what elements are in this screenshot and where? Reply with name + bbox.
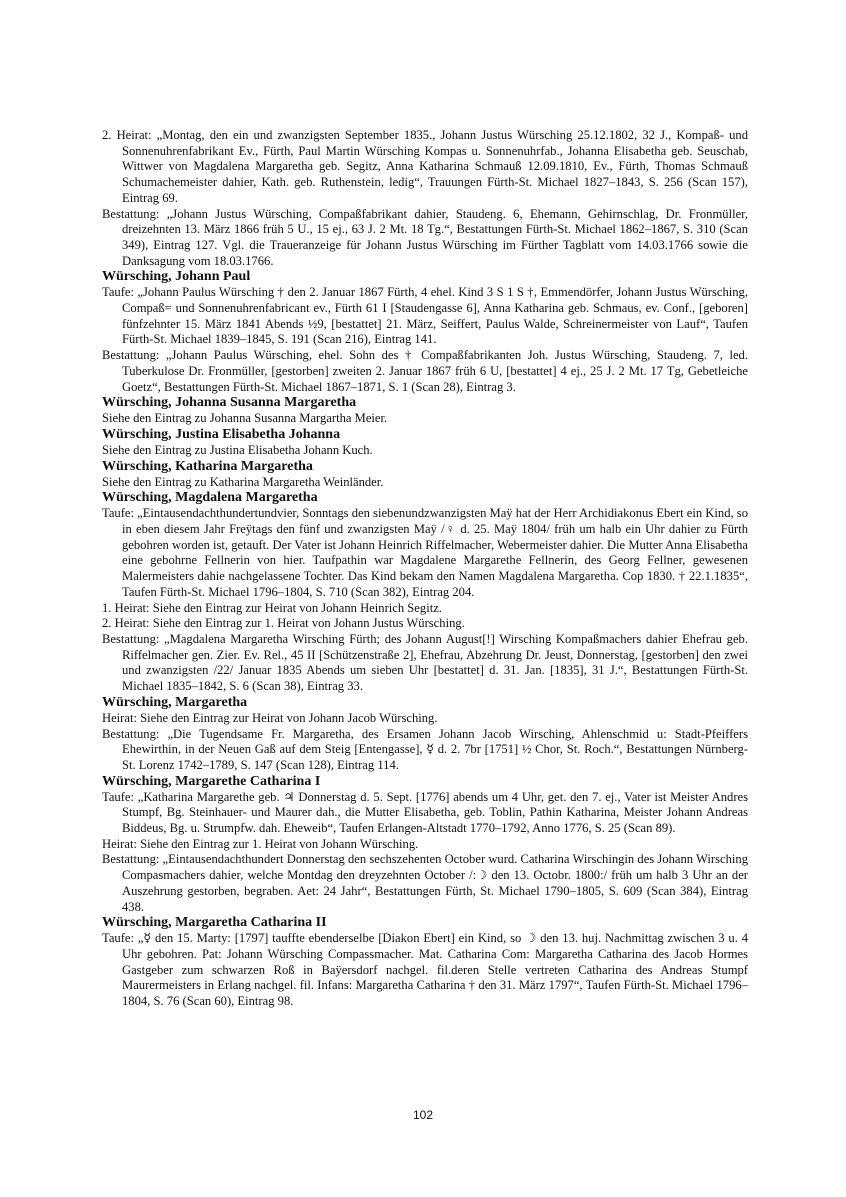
entry-paragraph: Siehe den Eintrag zu Katharina Margaretha Weinländer. [102,474,384,489]
entry-paragraph: Siehe den Eintrag zu Justina Elisabetha Johann Kuch. [102,442,373,457]
entry-paragraph: Bestattung: „Johann Justus Würsching, Compaßfabrikant dahier, Staudeng. 6, Ehemann, Gehirnschlag, Dr. Fronmüller, dreizehnten 13. März 1866 früh 5 U., 15 ej., 63 J. 2 Mt. 18 Tg.“, Bestattungen Fürth-St. Michael 1862–1867, S. 310 (Scan 349), Eintrag 127. Vgl. die Traueranzeige für Johann Justus Würsching im Fürther Tagblatt vom 14.03.1766 sowie die Danksagung vom 18.03.1766. [102,206,748,268]
entry-paragraph: Heirat: Siehe den Eintrag zur 1. Heirat von Johann Würsching. [102,836,419,851]
entry-paragraph: Bestattung: „Eintausendachthundert Donnerstag den sechszehenten October wurd. Catharina Wirschingin des Johann Wirsching Compasmachers dahier, welche Montdag den dreyzehnten October /:☽ den 13. Octobr. 1800:/ früh um halb 3 Uhr an der Auszehrung gestorben, begraben. Aet: 24 Jahr“, Bestattungen Fürth, St. Michael 1790–1805, S. 609 (Scan 384), Eintrag 438. [102,852,748,914]
entry-paragraph: 1. Heirat: Siehe den Eintrag zur Heirat von Johann Heinrich Segitz. [102,600,442,615]
entry-paragraph: Heirat: Siehe den Eintrag zur Heirat von Johann Jacob Würsching. [102,710,438,725]
entry-paragraph: Taufe: „Eintausendachthundertundvier, Sonntags den siebenundzwanzigsten Maÿ hat der Herr Archidiakonus Ebert ein Kind, so in eben diesem Jahr Freÿtags den fünf und zwanzigsten Maÿ /♀ d. 25. Maÿ 1804/ früh um halb ein Uhr dahier zu Fürth gebohren worden ist, getauft. Der Vater ist Johann Heinrich Riffelmacher, Webermeister dahier. Die Mutter Anna Elisabetha eine gebohrne Fellnerin von hier. Taufpathin war Magdalene Margarethe Fellnerin, des Georg Fellner, gewesenen Malermeisters dahie nachgelassene Tochter. Das Kind bekam den Namen Magdalena Margaretha. Cop 1830. † 22.1.1835“, Taufen Fürth-St. Michael 1796–1804, S. 710 (Scan 382), Eintrag 204. [102,506,748,599]
page-number: 102 [412,1108,434,1122]
entry-paragraph: Taufe: „Katharina Margarethe geb. ♃ Donnerstag d. 5. Sept. [1776] abends um 4 Uhr, get. den 7. ej., Vater ist Meister Andres Stumpf, Bg. Steinhauer- und Maurer dah., die Mutter Elisabetha, geb. Toblin, Pathin Katharina, Meister Johann Andreas Biddeus, Bg. u. Strumpfw. dah. Eheweib“, Taufen Erlangen-Altstadt 1770–1792, Anno 1776, S. 25 (Scan 89). [102,789,748,836]
entry-paragraph: Taufe: „☿ den 15. Marty: [1797] tauffte ebenderselbe [Diakon Ebert] ein Kind, so ☽ den 13. huj. Nachmittag zwischen 3 u. 4 Uhr gebohren. Pat: Johann Würsching Compassmacher. Mat. Catharina Com: Margaretha Catharina des Jacob Hormes Gastgeber zum schwarzen Roß in Baÿersdorf nachgel. fil.deren Stelle vertreten Catharina des Andreas Stumpf Maurermeisters in Erlang nachgel. fil. Infans: Margaretha Catharina † den 31. März 1797“, Taufen Fürth-St. Michael 1796–1804, S. 76 (Scan 60), Eintrag 98. [102,931,748,1009]
entry-paragraph: 2. Heirat: „Montag, den ein und zwanzigsten September 1835., Johann Justus Würsching 25.12.1802, 32 J., Kompaß- und Sonnenuhrenfabrikant Ev., Fürth, Paul Martin Würsching Kompas u. Sonnenuhrfab., Johanna Elisabetha geb. Seuschab, Wittwer von Magdalena Margaretha geb. Segitz, Anna Katharina Schmauß 12.09.1810, Ev., Fürth, Thomas Schmauß Schumachemeister dahier, Kath. geb. Ruthenstein, ledig“, Trauungen Fürth-St. Michael 1827–1843, S. 256 (Scan 157), Eintrag 69. [102,128,748,205]
entry-heading: Würsching, Johann Paul [102,269,251,285]
entry-heading: Würsching, Justina Elisabetha Johanna [102,426,341,442]
entry-heading: Würsching, Magdalena Margaretha [102,490,318,506]
entry-heading: Würsching, Margarethe Catharina I [102,773,321,789]
document-body [102,128,748,1010]
entry-heading: Würsching, Margaretha Catharina II [102,915,327,931]
entry-paragraph: Bestattung: „Johann Paulus Würsching, ehel. Sohn des † Compaßfabrikanten Joh. Justus Würsching, Staudeng. 7, led. Tuberkulose Dr. Fronmüller, [gestorben] zweiten 2. Januar 1867 früh 6 U, [bestattet] 4 ej., 25 J. 2 Mt. 17 Tg, Gebetleiche Goetz“, Bestattungen Fürth-St. Michael 1867–1871, S. 1 (Scan 28), Eintrag 3. [102,348,748,394]
entry-paragraph: Bestattung: „Die Tugendsame Fr. Margaretha, des Ersamen Johann Jacob Wirsching, Ahlenschmid u: Stadt-Pfeiffers Ehewirthin, in der Neuen Gaß auf dem Steig [Entengasse], ☿ d. 2. 7br [1751] ½ Chor, St. Roch.“, Bestattungen Nürnberg-St. Lorenz 1742–1789, S. 147 (Scan 128), Eintrag 114. [102,726,748,772]
entry-paragraph: Bestattung: „Magdalena Margaretha Wirsching Fürth; des Johann August[!] Wirsching Kompaßmachers dahier Ehefrau geb. Riffelmacher gen. Zier. Ev. Rel., 45 II [Schützenstraße 2], Ehefrau, Abzehrung Dr. Jeust, Donnerstag, [gestorben] den zwei und zwanzigsten /22/ Januar 1835 Abends um sieben Uhr [bestattet] d. 31. Jan. [1835], 31 J.“, Bestattungen Fürth-St. Michael 1835–1842, S. 6 (Scan 38), Eintrag 33. [102,631,748,694]
entry-heading: Würsching, Katharina Margaretha [102,458,313,474]
entry-heading: Würsching, Johanna Susanna Margaretha [102,395,357,411]
entry-paragraph: Siehe den Eintrag zu Johanna Susanna Margartha Meier. [102,411,388,426]
entry-paragraph: 2. Heirat: Siehe den Eintrag zur 1. Heirat von Johann Justus Würsching. [102,616,465,631]
entry-heading: Würsching, Margaretha [102,694,248,710]
entry-paragraph: Taufe: „Johann Paulus Würsching † den 2. Januar 1867 Fürth, 4 ehel. Kind 3 S 1 S †, Emmendörfer, Johann Justus Würsching, Compaß= und Sonnenuhrenfabricant ev., Fürth 61 I [Staudengasse 6], Anna Katharina geb. Schmaus, ev. Conf., [geboren] fünfzehnter 15. März 1841 Abends ½9, [bestattet] 21. März, Seiffert, Paulus Walde, Schreinermeister von Lauf“, Taufen Fürth-St. Michael 1839–1845, S. 191 (Scan 216), Eintrag 141. [102,285,748,347]
